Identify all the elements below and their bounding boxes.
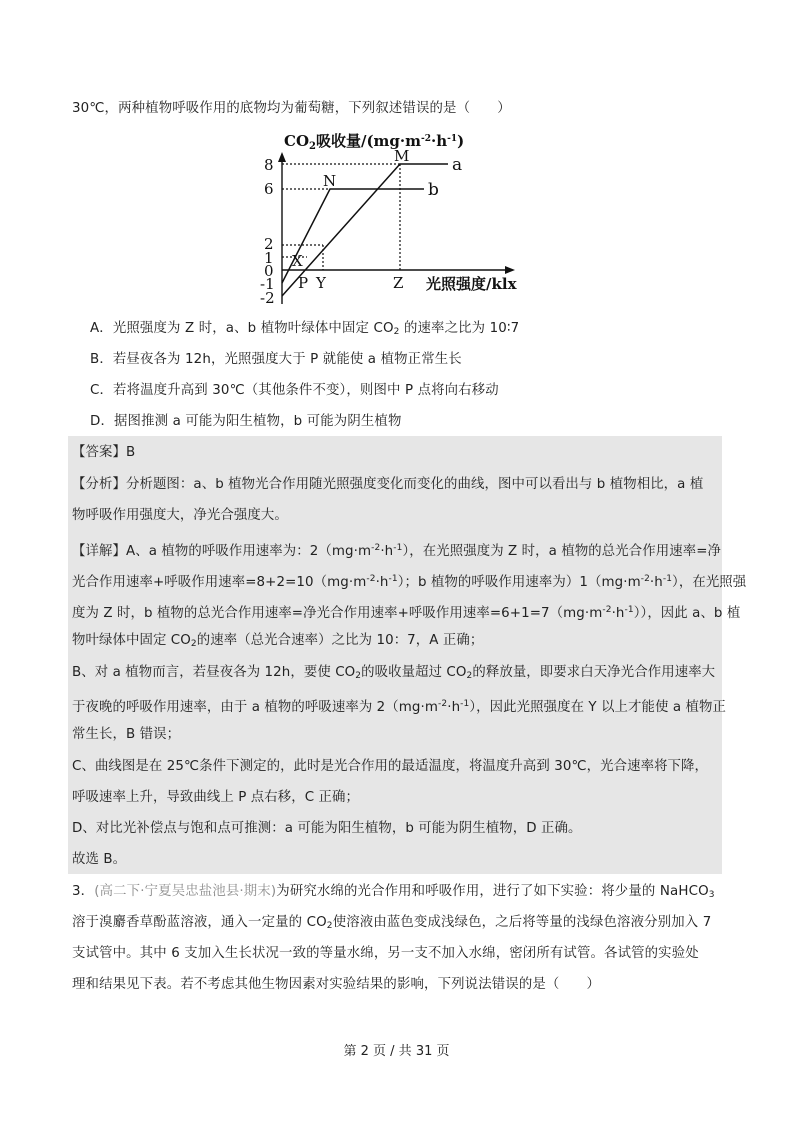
y-tick-2: 2 xyxy=(264,235,274,253)
point-m-label: M xyxy=(394,147,410,165)
y-tick-neg1: -1 xyxy=(260,275,275,293)
b-line-2: 于夜晚的呼吸作用速率，由于 a 植物的呼吸速率为 $2(mg\cdot m^{-2}\cdot h^{-1})$，因此光照强度在 Y 以上才能使 a 植物正 xyxy=(72,699,727,715)
d-line-1: D、对比光补偿点与饱和点可推测：a 可能为阳生植物，b 可能为阴生植物，D 正确。 xyxy=(72,821,582,836)
question-3-line-2: 溶于溴麝香草酚蓝溶液，通入一定量的 $CO_2$使溶液由蓝色变成浅绿色，之后将等量的浅绿色溶液分别加入 7 xyxy=(72,915,712,931)
c-line-2: 呼吸速率上升，导致曲线上 P 点右移，C 正确； xyxy=(72,790,360,805)
detail-line-1: 【详解】A、a 植物的呼吸作用速率为：$2(mg\cdot m^{-2}\cdot h^{-1})$，在光照强度为 Z 时，a 植物的总光合作用速率=净 xyxy=(72,543,722,559)
point-x-label: X xyxy=(292,252,303,270)
y-axis-label: $CO_2$吸收量$/(mg\cdot m^{-2}\cdot h^{-1})$ xyxy=(284,132,465,152)
x-tick-z: Z xyxy=(393,274,404,292)
y-tick-8: 8 xyxy=(264,156,274,174)
b-line-3: 常生长，B 错误； xyxy=(72,727,181,742)
x-tick-p: P xyxy=(298,274,309,292)
x-axis-label: 光照强度/klx xyxy=(426,275,517,293)
detail-line-2: 光合作用速率+呼吸作用速率$=8+2=10(mg\cdot m^{-2}\cdot h^{-1})$；b 植物的呼吸作用速率为）$1(mg\cdot m^{-2}\cdot h^{-1})$，在光照强 xyxy=(72,574,747,590)
option-a: A．光照强度为 Z 时，a、b 植物叶绿体中固定 $CO_2$ 的速率之比为 10∶7 xyxy=(90,321,520,337)
analysis-line-1: 【分析】分析题图：a、b 植物光合作用随光照强度变化而变化的曲线，图中可以看出与 b 植物相比，a 植 xyxy=(72,477,704,492)
page-footer: 第 2 页 / 共 31 页 xyxy=(343,1044,450,1059)
question-3-line-1: 3．(高二下·宁夏吴忠盐池县·期末)为研究水绵的光合作用和呼吸作用，进行了如下实验：将少量的 NaHCO$_3$ xyxy=(72,884,715,900)
option-b: B．若昼夜各为 12h，光照强度大于 P 就能使 a 植物正常生长 xyxy=(90,352,462,367)
question-3-line-4: 理和结果见下表。若不考虑其他生物因素对实验结果的影响，下列说法错误的是（ ） xyxy=(72,977,601,992)
y-tick-0: 0 xyxy=(264,262,274,280)
co2-light-graph xyxy=(0,124,793,324)
option-d: D．据图推测 a 可能为阳生植物，b 可能为阴生植物 xyxy=(90,414,402,429)
y-tick-6: 6 xyxy=(264,180,274,198)
point-n-label: N xyxy=(323,172,337,190)
x-tick-y: Y xyxy=(316,274,326,292)
curve-b-label: b xyxy=(428,180,439,200)
answer-block xyxy=(68,436,722,874)
question-3-line-3: 支试管中。其中 6 支加入生长状况一致的等量水绵，另一支不加入水绵，密闭所有试管。各试管的实验处 xyxy=(72,946,699,961)
question-stem: 30℃，两种植物呼吸作用的底物均为葡萄糖，下列叙述错误的是（ ） xyxy=(72,101,511,116)
analysis-line-2: 物呼吸作用强度大，净光合强度大。 xyxy=(72,508,288,523)
question-source: (高二下·宁夏吴忠盐池县·期末) xyxy=(94,884,277,899)
y-tick-neg2: -2 xyxy=(260,289,275,307)
detail-line-3: 度为 Z 时，b 植物的总光合作用速率=净光合作用速率+呼吸作用速率$=6+1=7(mg\cdot m^{-2}\cdot h^{-1})$），因此 a、b 植 xyxy=(72,605,741,621)
option-c: C．若将温度升高到 30℃（其他条件不变），则图中 P 点将向右移动 xyxy=(90,383,499,398)
b-line-1: B、对 a 植物而言，若昼夜各为 12h，要使 $CO_2$的吸收量超过 $CO_2$的释放量，即要求白天净光合作用速率大 xyxy=(72,665,716,681)
c-line-1: C、曲线图是在 25℃条件下测定的，此时是光合作用的最适温度，将温度升高到 30℃，光合速率将下降， xyxy=(72,759,709,774)
detail-line-4: 物叶绿体中固定 $CO_2$的速率（总光合速率）之比为 10：7，A 正确； xyxy=(72,633,484,649)
final-answer-line: 故选 B。 xyxy=(72,852,127,867)
y-tick-1: 1 xyxy=(264,249,274,267)
answer-line: 【答案】B xyxy=(72,445,136,460)
curve-a-label: a xyxy=(452,155,463,175)
